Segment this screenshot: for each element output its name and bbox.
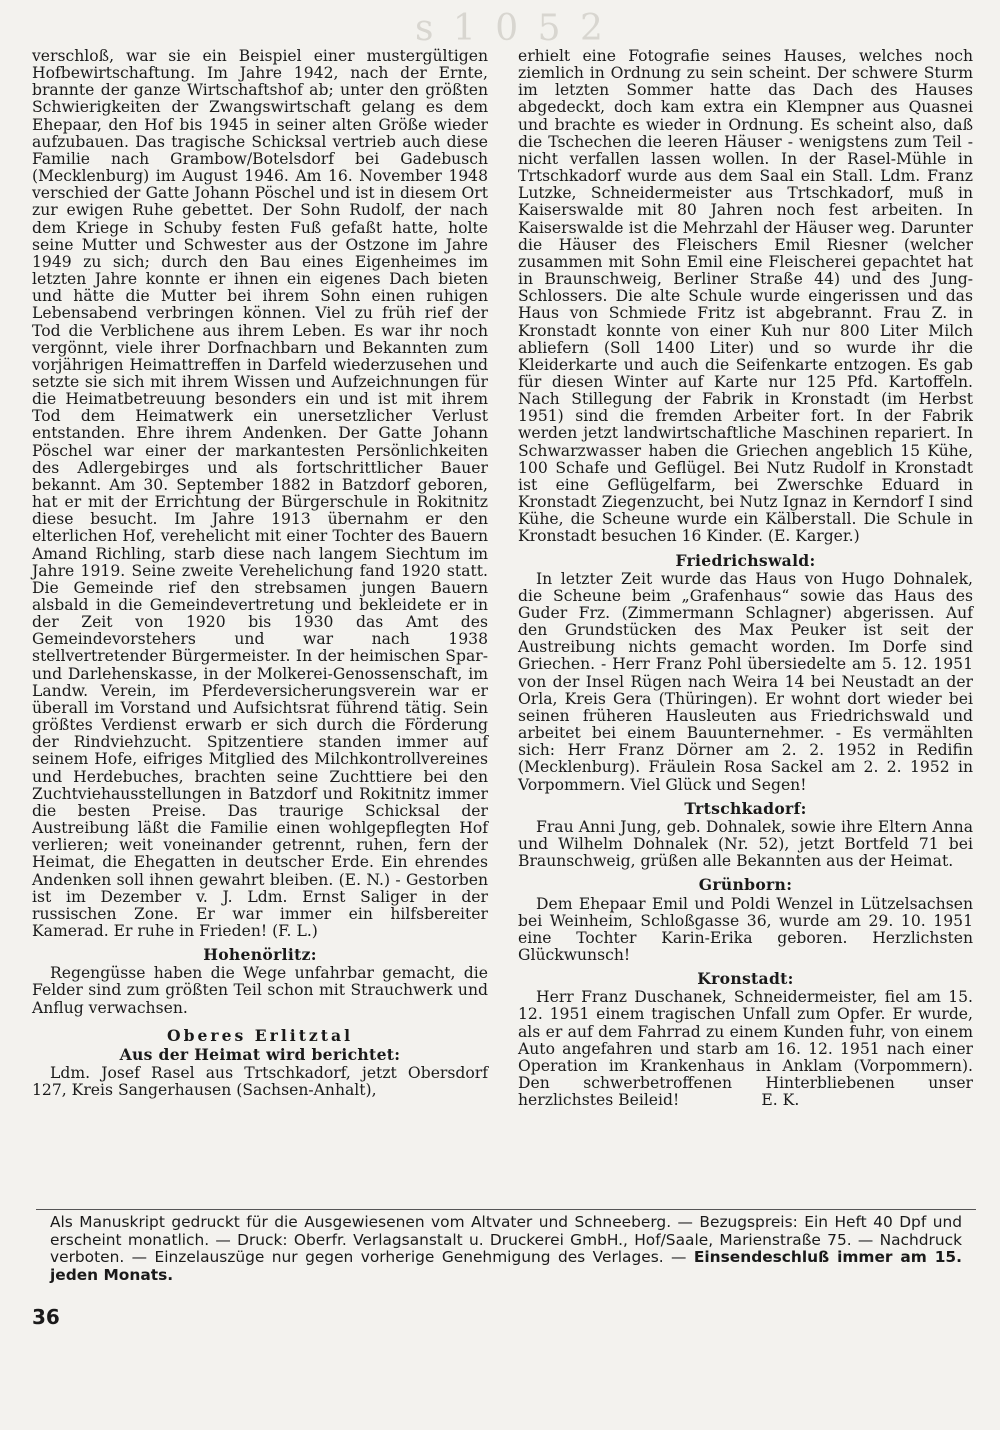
section-heading-gruenborn: Grünborn: [698,875,793,895]
section-heading-erlitztal: Oberes Erlitztal [167,1025,353,1045]
section-heading-friedrichswald: Friedrichswald: [675,550,816,570]
trtschkadorf-text: Frau Anni Jung, geb. Dohnalek, sowie ihre Eltern Anna und Wilhelm Dohnalek (Nr. 52), jetzt Bortfeld 71 bei Braunschweig, grüßen alle Bekannten aus der Heimat. [518,817,973,871]
section-subheading-heimat: Aus der Heimat wird berichtet: [119,1044,401,1064]
section-heading-hohenoerlitz: Hohenörlitz: [203,945,317,965]
hohenoerlitz-text: Regengüsse haben die Wege unfahrbar gemacht, die Felder sind zum größten Teil schon mit Strauchwerk und Anflug verwachsen. [32,964,488,1017]
obituary-paragraph: verschloß, war sie ein Beispiel einer mustergültigen Hofbewirtschaftung. Im Jahre 1942, nach der Ernte, brannte der ganze Wirtschaftshof ab; unter den größten Schwierigkeiten der Zwangswirtschaft gelang es dem Ehepaar, den Hof bis 1945 in seiner alten Größe wieder aufzubauen. Das tragische Schicksal vertrieb auch diese Familie nach Grambow/Botelsdorf bei Gadebusch (Mecklenburg) im August 1946. Am 16. November 1948 verschied der Gatte Johann Pöschel und ist in diesem Ort zur ewigen Ruhe gebettet. Der Sohn Rudolf, der nach dem Kriege in Schuby festen Fuß gefaßt hatte, holte seine Mutter und Schwester aus der Ostzone im Jahre 1949 zu sich; durch den Bau eines Eigenheimes im letzten Jahre konnte er ihnen ein eigenes Dach bieten und hätte die Mutter bei ihrem Sohn einen ruhigen Lebensabend verbringen können. Viel zu früh rief der Tod die Verblichene aus ihrem Leben. Es war ihr noch vergönnt, viele ihrer Dorfnachbarn und Bekannten zum vorjährigen Heimattreffen in Darfeld wiederzusehen und setzte sie sich mit ihrem Wissen und Aufzeichnungen für die Heimatbetreuung besonders ein und ist mit ihrem Tod dem Heimatwerk ein unersetzlicher Verlust entstanden. Ehre ihrem Andenken. Der Gatte Johann Pöschel war einer der markantesten Persönlichkeiten des Adlergebirges und als fortschrittlicher Bauer bekannt. Am 30. September 1882 in Batzdorf geboren, hat er mit der Errichtung der Bürgerschule in Rokitnitz diese besucht. Im Jahre 1913 übernahm er den elterlichen Hof, verehelicht mit einer Tochter des Bauern Amand Richling, starb diese nach langem Siechtum im Jahre 1919. Seine zweite Verehelichung fand 1920 statt. Die Gemeinde rief den strebsamen jungen Bauern alsbald in die Gemeindevertretung und bekleidete er in der Zeit von 1920 bis 1930 das Amt des Gemeindevorstehers und war nach 1938 stellvertretender Bürgermeister. In der heimischen Spar- und Darlehenskasse, in der Molkerei-Genossenschaft, im Landw. Verein, im Pferdeversicherungsverein war er überall im Vorstand und Aufsichtsrat führend tätig. Sein größtes Verdienst erwarb er sich durch die Förderung der Rindviehzucht. Spitzentiere standen immer auf seinem Hofe, eifriges Mitglied des Milchkontrollvereines und Herdebuches, brachten seine Zuchttiere bei den Zuchtviehausstellungen in Batzdorf und Rokitnitz immer die besten Preise. Das traurige Schicksal der Austreibung läßt die Familie einen wohlgepflegten Hof verlieren; weit voneinander getrennt, ruhen, fern der Heimat, die Ehegatten in deutscher Erde. Ein ehrendes Andenken soll ihnen gewahrt bleiben. (E. N.) - Gestorben ist im Dezember v. J. Ldm. Ernst Saliger in der russischen Zone. Er war immer ein hilfsbereiter Kamerad. Er ruhe in Frieden! (F. L.) [32,47,488,940]
footer-divider [36,1209,976,1210]
imprint-footer [50,1214,962,1284]
kronstadt-signature: E. K. [761,1091,800,1110]
archive-stamp: s 1 0 5 2 [415,8,607,49]
heimat-text: Ldm. Josef Rasel aus Trtschkadorf, jetzt Obersdorf 127, Kreis Sangerhausen (Sachsen-Anhalt), [32,1064,488,1100]
continuation-text: erhielt eine Fotografie seines Hauses, welches noch ziemlich in Ordnung zu sein scheint. Der schwere Sturm im letzten Sommer hatte das Dach des Hauses abgedeckt, doch kam extra ein Klempner aus Quasnei und brachte es wieder in Ordnung. Es scheint also, daß die Tschechen die leeren Häuser - wenigstens zum Teil - nicht verfallen lassen wollen. In der Rasel-Mühle in Trtschkadorf wurde aus dem Saal ein Stall. Ldm. Franz Lutzke, Schneidermeister aus Trtschkadorf, muß in Kaiserswalde mit 80 Jahren noch fest arbeiten. In Kaiserswalde ist die Mehrzahl der Häuser weg. Darunter die Häuser des Fleischers Emil Riesner (welcher zusammen mit Sohn Emil eine Fleischerei gepachtet hat in Braunschweig, Berliner Straße 44) und des Jung-Schlossers. Die alte Schule wurde eingerissen und das Haus von Schmiede Fritz ist abgebrannt. Frau Z. in Kronstadt konnte von einer Kuh nur 800 Liter Milch abliefern (Soll 1400 Liter) und so wurde ihr die Kleiderkarte und auch die Seifenkarte entzogen. Es gab für diesen Winter auf Karte nur 125 Pfd. Kartoffeln. Nach Stillegung der Fabrik in Kronstadt (im Herbst 1951) sind die fremden Arbeiter fort. In der Fabrik werden jetzt landwirtschaftliche Maschinen repariert. In Schwarzwasser haben die Griechen angeblich 15 Kühe, 100 Schafe und Geflügel. Bei Nutz Rudolf in Kronstadt ist eine Geflügelfarm, bei Zwerschke Eduard in Kronstadt Ziegenzucht, bei Nutz Ignaz in Kerndorf I sind Kühe, die Scheune wurde ein Kälberstall. Die Schule in Kronstadt besuchen 16 Kinder. (E. Karger.) [518,47,973,546]
friedrichswald-text: In letzter Zeit wurde das Haus von Hugo Dohnalek, die Scheune beim „Grafenhaus“ sowie das Haus des Guder Frz. (Zimmermann Schlagner) abgerissen. Auf den Grundstücken des Max Peuker ist seit der Austreibung nichts gemacht worden. Im Dorfe sind Griechen. - Herr Franz Pohl übersiedelte am 5. 12. 1951 von der Insel Rügen nach Weira 14 bei Neustadt an der Orla, Kreis Gera (Thüringen). Er wohnt dort wieder bei seinen früheren Hausleuten aus Friedrichswald und arbeitet bei einem Bauunternehmer. - Es vermählten sich: Herr Franz Dörner am 2. 2. 1952 in Redifin (Mecklenburg). Fräulein Rosa Sackel am 2. 2. 1952 in Vorpommern. Viel Glück und Segen! [518,569,973,794]
section-heading-kronstadt: Kronstadt: [697,969,794,989]
kronstadt-body: Herr Franz Duschanek, Schneidermeister, fiel am 15. 12. 1951 einem tragischen Unfall zum Opfer. Er wurde, als er auf dem Fahrrad zu einem Kunden fuhr, von einem Auto angefahren und starb am 16. 12. 1951 nach einer Operation im Krankenhaus in Anklam (Vorpommern). Den schwerbetroffenen Hinterbliebenen unser herzlichstes Beileid! [518,988,973,1110]
right-column [518,48,973,1109]
deadline-notice: Einsendeschluß immer am 15. jeden Monats. [50,1248,962,1284]
gruenborn-text: Dem Ehepaar Emil und Poldi Wenzel in Lützelsachsen bei Weinheim, Schloßgasse 36, wurde am 29. 10. 1951 eine Tochter Karin-Erika geboren. Herzlichsten Glückwunsch! [518,894,973,964]
section-heading-trtschkadorf: Trtschkadorf: [684,798,807,818]
page-number: 36 [32,1305,60,1329]
imprint-text: Als Manuskript gedruckt für die Ausgewiesenen vom Altvater und Schneeberg. — Bezugspreis: Ein Heft 40 Dpf und erscheint monatlich. — Druck: Oberfr. Verlagsanstalt u. Druckerei GmbH., Hof/Saale, Marienstraße 75. — Nachdruck verboten. — Einzelauszüge nur gegen vorherige Genehmigung des Verlages. — [50,1213,962,1266]
kronstadt-text [518,989,973,1109]
left-column [32,48,488,1099]
